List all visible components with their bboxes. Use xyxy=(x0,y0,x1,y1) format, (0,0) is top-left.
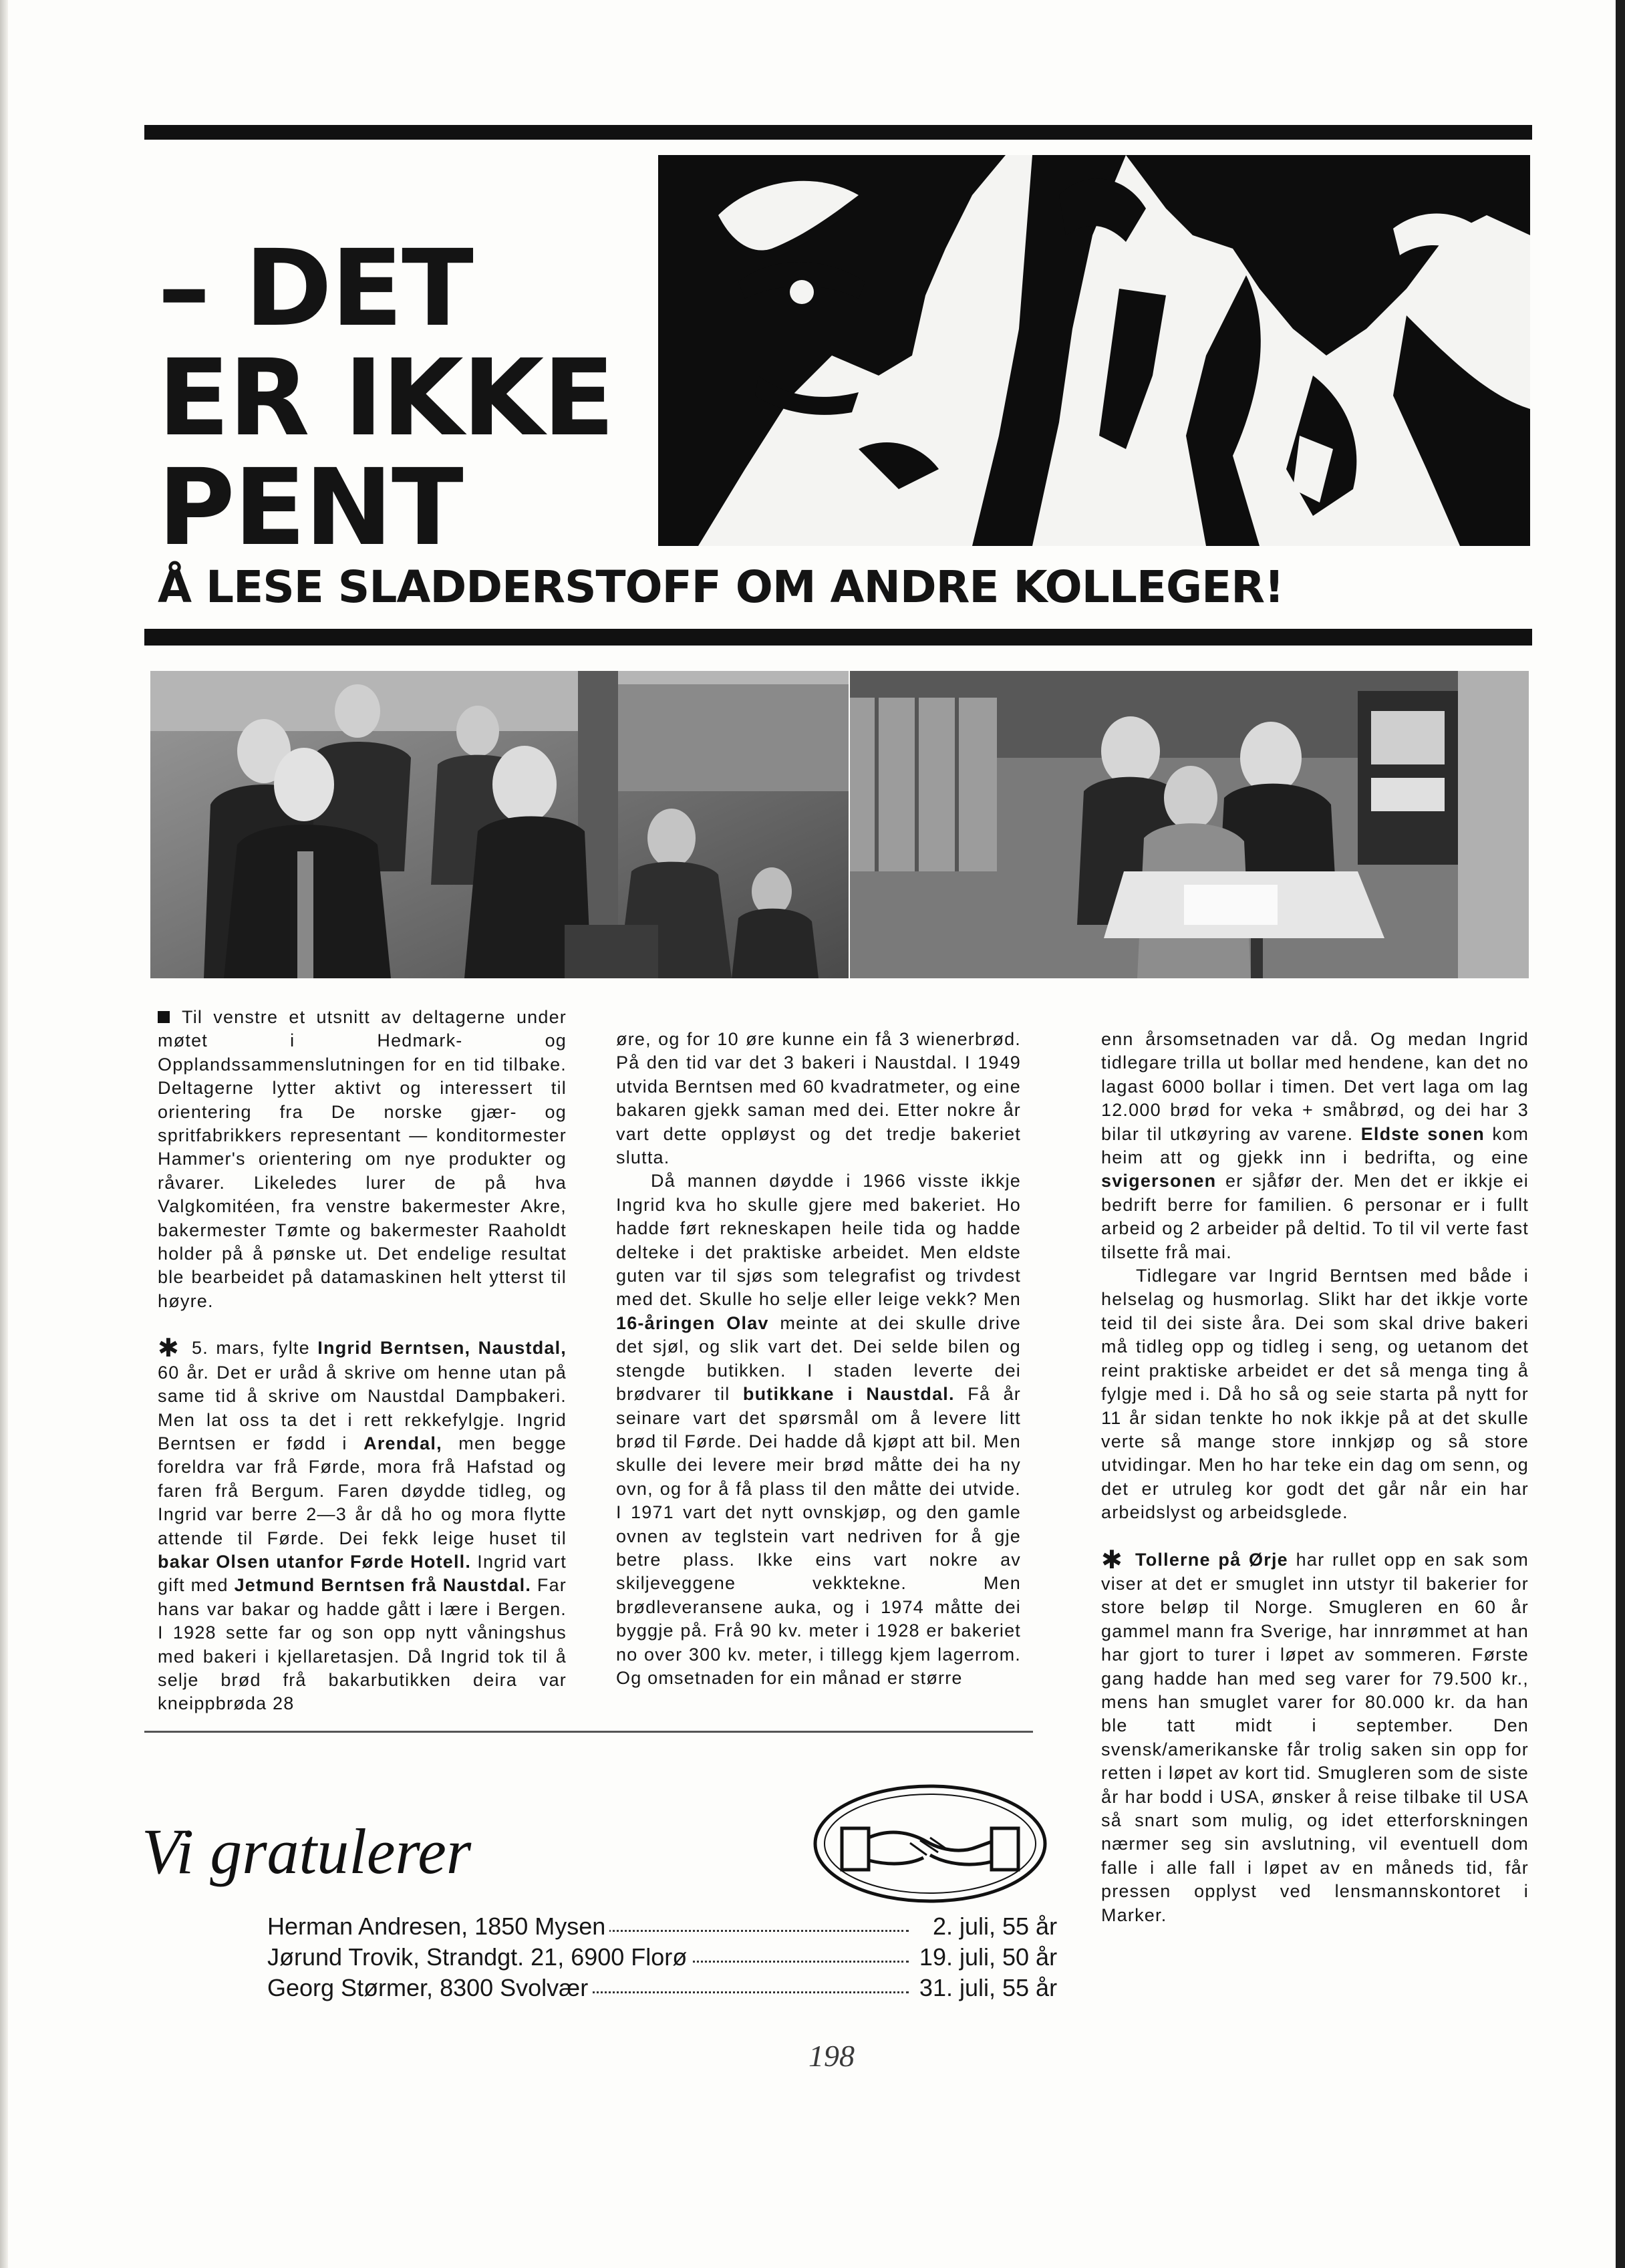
column-1 xyxy=(158,1006,567,1716)
footer-rule xyxy=(144,1731,1033,1733)
page-edge-right xyxy=(1616,0,1625,2268)
col2-paragraph-2: Då mannen døydde i 1966 visste ikkje Ingrid kva ho skulle gjere med bakeriet. Ho hadde ført rekneskapen heile tida og hadde delteke i det praktiske arbeidet. Men eldste guten var til sjøs som telegrafist og trivdest med det. Skulle ho selje eller leige vekk? Men 16-åringen Olav meinte at dei skulle drive det sjøl, og slik vart det. Dei selde bilen og stengde butikken. I staden leverte dei brødvarer til butikkane i Naustdal. Få år seinare vart det spørsmål om å levere litt brød til Førde. Dei hadde då kjøpt att bil. Men skulle dei levere meir brød måtte dei ha ny ovn, og for å få plass til den måtte dei utvide. I 1971 vart det nytt ovnskjøp, og den gamle ovnen av teglstein vart nedriven for å gje betre plass. Ikke eins vart nokre av skiljeveggene vekktekne. Men brødleveransene auka, og i 1974 måtte dei byggje på. Frå 90 kv. meter i 1928 er bakeriet no over 300 kv. meter, i tillegg kjem lagerrom. Og omsetnaden for ein månad er større xyxy=(616,1171,1021,1688)
top-rule xyxy=(144,125,1532,140)
subheadline: Å LESE SLADDERSTOFF OM ANDRE KOLLEGER! xyxy=(158,561,1284,613)
meeting-photo-left xyxy=(150,671,849,978)
birthday-story: ✱ 5. mars, fylte Ingrid Berntsen, Naustdal, 60 år. Det er uråd å skrive om henne utan på same tid å skrive om Naustdal Dampbakeri. Men lat oss ta det i rett rekkefylgje. Ingrid Berntsen er fødd i Arendal, men begge foreldra var frå Førde, mora frå Hafstad og faren frå Bergum. Faren døydde tidleg, og Ingrid var berre 2—3 år då ho og mora flytte attende til Førde. Dei fekk leige huset til bakar Olsen utanfor Førde Hotell. Ingrid vart gift med Jetmund Berntsen frå Naustdal. Far hans var bakar og hadde gått i lære i Bergen. I 1928 sette far og son opp nytt våningshus med bakeri i kjellaretasjen. Då Ingrid tok til å selje brød frå bakarbutikken deira var kneippbrøda 28 xyxy=(158,1334,567,1714)
caption-bullet-icon xyxy=(158,1011,170,1023)
headline-line-3: PENT xyxy=(158,446,462,569)
headline-line-1: – DET xyxy=(158,227,472,350)
congratulations-list xyxy=(267,1911,1056,2003)
column-3 xyxy=(1101,1028,1529,1927)
meeting-photo-right xyxy=(850,671,1529,978)
hero-face-illustration xyxy=(658,155,1530,546)
col3-paragraph-2: Tidlegare var Ingrid Berntsen med både i helselag og husmorlag. Slikt har det ikkje vorte teid til dei siste åra. Dei som skal drive bakeri må tidleg opp og tidleg i seng, og uetanom det reint praktiske arbeidet er det så menga ting å fylgje med i. Då ho så og seie starta på nytt for 11 år sidan tenkte ho nok ikkje på at det skulle verte så mange store innkjøp og så store utvidingar. Men ho har teke ein dag om senn, og det er utruleg kor godt det går når ein har arbeidslyst og arbeidsglede. xyxy=(1101,1266,1529,1523)
photo-caption: Til venstre et utsnitt av deltagerne under møtet i Hedmark- og Opplandssammenslutningen for en tid tilbake. Deltagerne lytter aktivt og interessert til orientering fra De norske gjær- og spritfabrikkers representant — konditormester Hammer's orientering om nye produkter og råvarer. Likeledes lurer de på hva Valgkomitéen, fra venstre bakermester Akre, bakermester Tømte og bakermester Raaholdt holder på å pønske ut. Det endelige resultat ble bearbeidet på datamaskinen helt ytterst til høyre. xyxy=(158,1007,567,1311)
page-edge-left xyxy=(0,0,8,2268)
handshake-icon xyxy=(810,1780,1050,1907)
smuggling-story: ✱ Tollerne på Ørje har rullet opp en sak som viser at det er smuglet inn utstyr til bakerier for store beløp til Norge. Smugleren en 60 år gammel mann fra Sverige, har innrømmet at han har gjort to turer i løpet av sommeren. Første gang hadde han med seg varer for 79.500 kr., mens han smuglet varer for 80.000 kr. da han ble tatt midt i september. Den svensk/amerikanske får trolig saken sin opp for retten i løpet av kort tid. Smugleren som de siste år har bodd i USA, ønsker å reise tilbake til USA så snart som mulig, og idet etterforskningen nærmer seg sin avslutning, vil eventuell dom falle i alle fall i løpet av en måneds tid, får pressen opplyst ved lensmannskontoret i Marker. xyxy=(1101,1546,1529,1925)
headline-line-2: ER IKKE xyxy=(158,337,614,460)
headline xyxy=(158,227,614,569)
mid-rule xyxy=(144,629,1532,646)
star-bullet-icon: ✱ xyxy=(1101,1546,1124,1574)
congratulations-heading: Vi gratulerer xyxy=(142,1816,472,1887)
column-2 xyxy=(616,1028,1021,1690)
list-item: Jørund Trovik, Strandgt. 21, 6900 Florø 19. juli, 50 år xyxy=(267,1942,1056,1973)
col3-paragraph-1: enn årsomsetnaden var då. Og medan Ingrid tidlegare trilla ut bollar med hendene, kan det no lagast 6000 bollar i timen. Det vert laga om lag 12.000 brød for veka + småbrød, og dei har 3 bilar til utkøyring av varene. Eldste sonen kom heim att og gjekk inn i bedrifta, og eine svigersonen er sjåfør der. Men det er ikkje ei bedrift berre for familien. 6 personar er i fullt arbeid og 2 arbeider på deltid. To til vil verte fast tilsette frå mai. xyxy=(1101,1029,1529,1262)
col2-paragraph-1: øre, og for 10 øre kunne ein få 3 wienerbrød. På den tid var det 3 bakeri i Naustdal. I 1949 utvida Berntsen med 60 kvadratmeter, og eine bakaren gjekk saman med dei. Etter nokre år vart dette oppløyst og det tredje bakeriet slutta. xyxy=(616,1029,1021,1168)
list-item: Georg Størmer, 8300 Svolvær 31. juli, 55 år xyxy=(267,1973,1056,2003)
star-bullet-icon: ✱ xyxy=(158,1334,180,1363)
page-number: 198 xyxy=(808,2039,855,2073)
list-item: Herman Andresen, 1850 Mysen 2. juli, 55 år xyxy=(267,1911,1056,1942)
